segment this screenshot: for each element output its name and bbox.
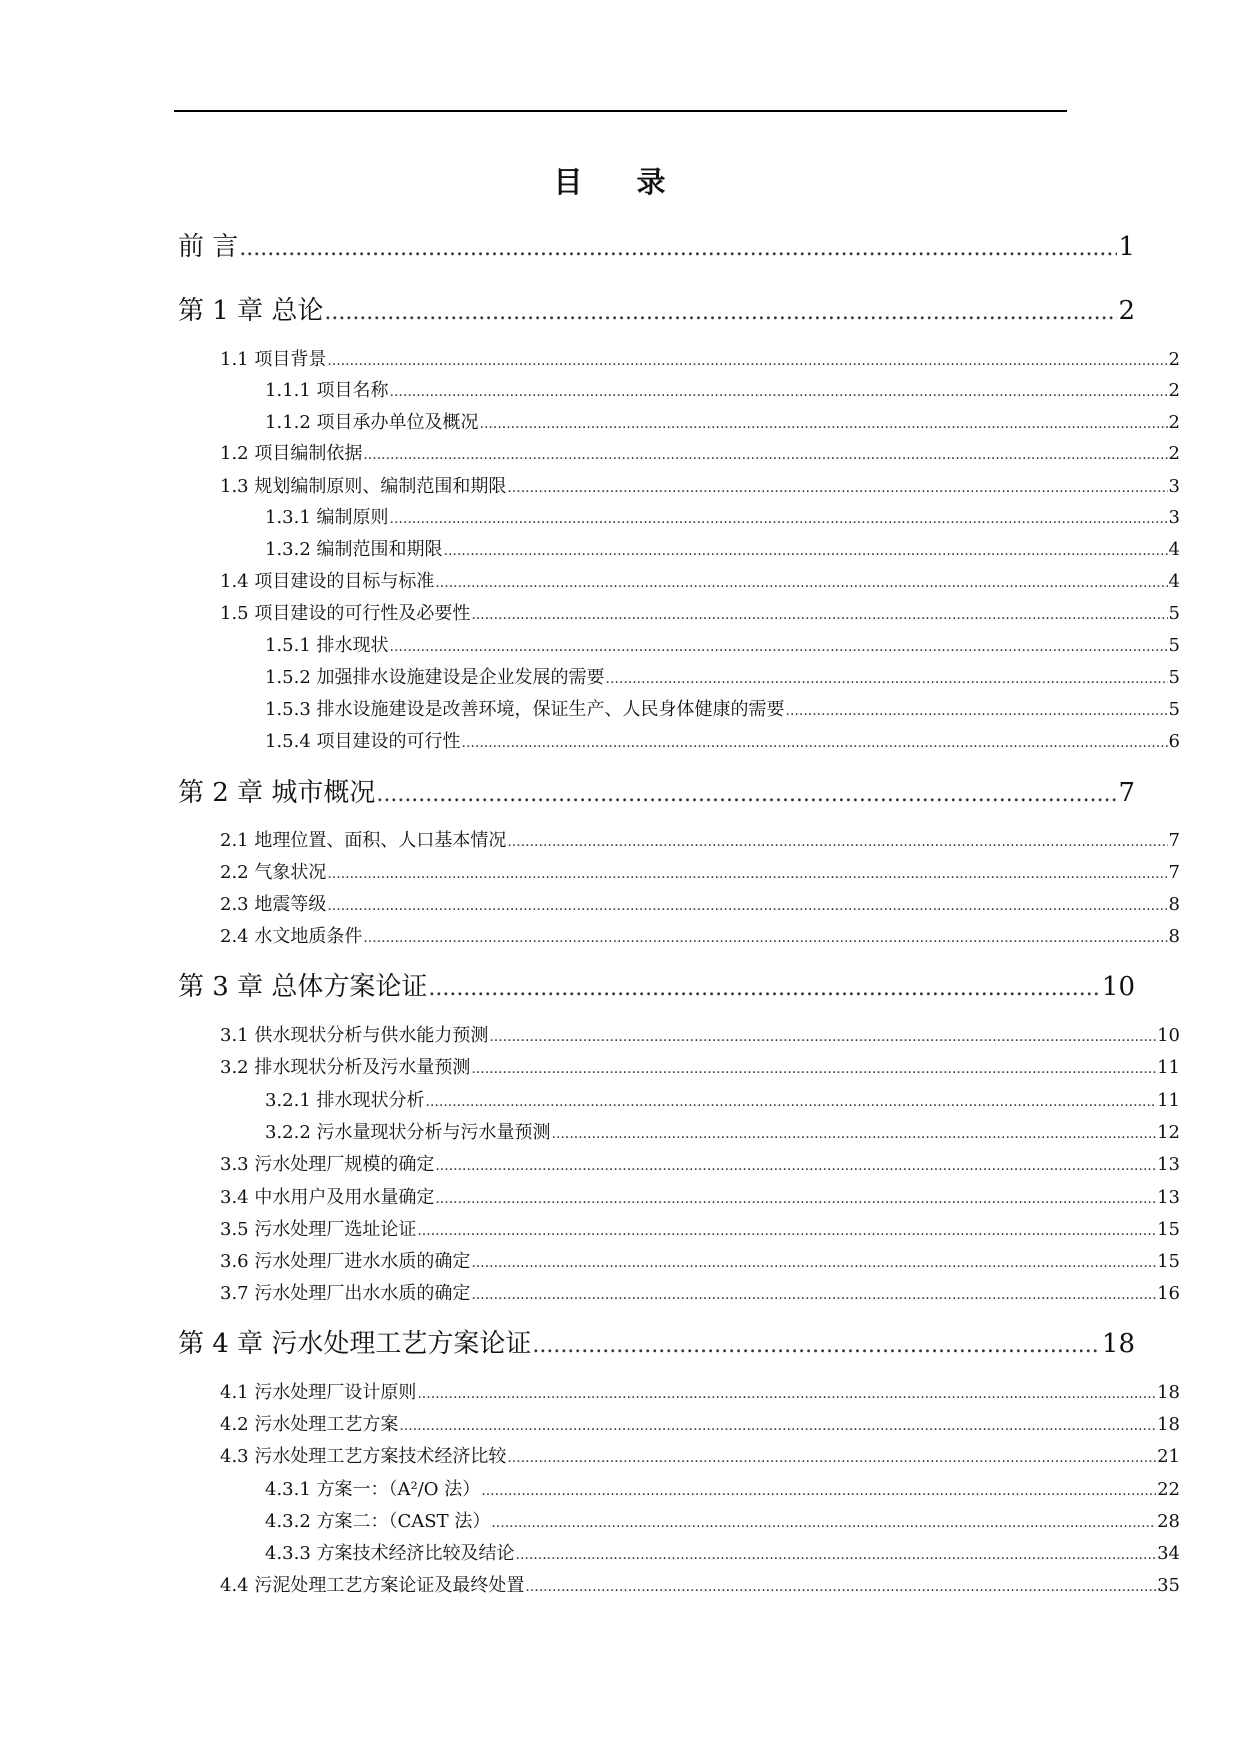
toc-entry-title: 3.5 污水处理厂选址论证 — [220, 1219, 417, 1240]
toc-entry-title: 前 言 — [178, 232, 239, 262]
toc-section-entry[interactable] — [220, 1185, 1180, 1211]
toc-entry-title: 1.3.1 编制原则 — [265, 507, 389, 528]
dot-leader — [390, 634, 1168, 660]
toc-page-number: 3 — [1168, 507, 1180, 528]
toc-entry-title: 4.1 污水处理厂设计原则 — [220, 1382, 417, 1403]
dot-leader — [532, 1327, 1101, 1363]
toc-page-number: 8 — [1168, 894, 1180, 915]
toc-entry-title: 第 2 章 城市概况 — [178, 778, 376, 808]
dot-leader — [480, 411, 1168, 437]
toc-page-number: 2 — [1118, 296, 1135, 326]
toc-section-entry[interactable] — [220, 1023, 1180, 1049]
toc-section-entry[interactable] — [265, 410, 1180, 436]
toc-entry-title: 2.4 水文地质条件 — [220, 926, 363, 947]
toc-section-entry[interactable] — [265, 537, 1180, 563]
dot-leader — [471, 1056, 1156, 1082]
toc-section-entry[interactable] — [220, 1055, 1180, 1081]
toc-section-entry[interactable] — [265, 633, 1180, 659]
toc-entry-title: 第 4 章 污水处理工艺方案论证 — [178, 1329, 532, 1359]
dot-leader — [435, 1186, 1156, 1212]
toc-section-entry[interactable] — [220, 474, 1180, 500]
toc-entry-title: 第 1 章 总论 — [178, 296, 324, 326]
toc-page-number: 10 — [1101, 972, 1135, 1002]
dot-leader — [507, 475, 1167, 501]
toc-page-number: 18 — [1101, 1329, 1135, 1359]
dot-leader — [525, 1574, 1156, 1600]
dot-leader — [399, 1413, 1156, 1439]
dot-leader — [390, 506, 1168, 532]
dot-leader — [552, 1121, 1157, 1147]
dot-leader — [327, 348, 1167, 374]
toc-entry-title: 3.2.1 排水现状分析 — [265, 1090, 425, 1111]
toc-page-number: 7 — [1168, 862, 1180, 883]
toc-entry-title: 4.3.3 方案技术经济比较及结论 — [265, 1543, 515, 1564]
toc-entry-title: 1.3 规划编制原则、编制范围和期限 — [220, 476, 507, 497]
toc-page-number: 16 — [1157, 1283, 1180, 1304]
dot-leader — [516, 1542, 1157, 1568]
header-rule — [174, 110, 1067, 112]
toc-page-number: 1 — [1118, 232, 1135, 262]
dot-leader — [426, 1089, 1157, 1115]
toc-page-number: 5 — [1168, 603, 1180, 624]
toc-entry-title: 3.1 供水现状分析与供水能力预测 — [220, 1025, 489, 1046]
toc-page-number: 6 — [1168, 731, 1180, 752]
toc-section-entry[interactable] — [265, 1541, 1180, 1567]
toc-entry-title: 1.5.1 排水现状 — [265, 635, 389, 656]
toc-entry-title: 3.3 污水处理厂规模的确定 — [220, 1154, 435, 1175]
toc-section-entry[interactable] — [220, 860, 1180, 886]
toc-page-number: 21 — [1157, 1446, 1180, 1467]
toc-page-number: 13 — [1157, 1187, 1180, 1208]
toc-page-number: 4 — [1168, 571, 1180, 592]
toc-entry-title: 4.3 污水处理工艺方案技术经济比较 — [220, 1446, 507, 1467]
toc-page-number: 2 — [1168, 380, 1180, 401]
dot-leader — [435, 1153, 1156, 1179]
toc-page-number: 11 — [1157, 1057, 1180, 1078]
toc-chapter-entry[interactable] — [178, 970, 1135, 1004]
toc-page-number: 34 — [1157, 1543, 1180, 1564]
toc-entry-title: 2.1 地理位置、面积、人口基本情况 — [220, 830, 507, 851]
toc-chapter-entry[interactable] — [178, 1327, 1135, 1361]
toc-section-entry[interactable] — [220, 1281, 1180, 1307]
toc-section-entry[interactable] — [220, 1573, 1180, 1599]
toc-section-entry[interactable] — [220, 569, 1180, 595]
toc-chapter-entry[interactable] — [178, 230, 1135, 264]
toc-page-number: 15 — [1157, 1219, 1180, 1240]
toc-entry-title: 1.3.2 编制范围和期限 — [265, 539, 443, 560]
dot-leader — [471, 1282, 1156, 1308]
toc-page-number: 15 — [1157, 1251, 1180, 1272]
toc-entry-title: 3.2 排水现状分析及污水量预测 — [220, 1057, 471, 1078]
toc-entry-title: 4.3.2 方案二：（CAST 法） — [265, 1511, 491, 1532]
toc-page-number: 28 — [1157, 1511, 1180, 1532]
toc-section-entry[interactable] — [265, 378, 1180, 404]
dot-leader — [327, 893, 1167, 919]
dot-leader — [417, 1218, 1156, 1244]
toc-entry-title: 2.2 气象状况 — [220, 862, 327, 883]
toc-section-entry[interactable] — [220, 1152, 1180, 1178]
toc-entry-title: 1.5 项目建设的可行性及必要性 — [220, 603, 471, 624]
toc-section-entry[interactable] — [220, 347, 1180, 373]
toc-page-number: 5 — [1168, 635, 1180, 656]
toc-chapter-entry[interactable] — [178, 776, 1135, 810]
toc-section-entry[interactable] — [265, 505, 1180, 531]
toc-page-number: 7 — [1168, 830, 1180, 851]
toc-entry-title: 3.6 污水处理厂进水水质的确定 — [220, 1251, 471, 1272]
toc-page-number: 13 — [1157, 1154, 1180, 1175]
toc-entry-title: 1.2 项目编制依据 — [220, 443, 363, 464]
toc-entry-title: 3.4 中水用户及用水量确定 — [220, 1187, 435, 1208]
toc-section-entry[interactable] — [265, 1088, 1180, 1114]
toc-page-number: 2 — [1168, 443, 1180, 464]
dot-leader — [507, 829, 1167, 855]
toc-section-entry[interactable] — [265, 1120, 1180, 1146]
toc-entry-title: 1.1.1 项目名称 — [265, 380, 389, 401]
dot-leader — [471, 1250, 1156, 1276]
toc-entry-title: 1.1 项目背景 — [220, 349, 327, 370]
dot-leader — [507, 1445, 1156, 1471]
toc-section-entry[interactable] — [265, 1477, 1180, 1503]
toc-page-number: 2 — [1168, 349, 1180, 370]
dot-leader — [435, 570, 1167, 596]
toc-entry-title: 3.2.2 污水量现状分析与污水量预测 — [265, 1122, 551, 1143]
toc-page-number: 4 — [1168, 539, 1180, 560]
dot-leader — [417, 1381, 1156, 1407]
dot-leader — [444, 538, 1168, 564]
dot-leader — [481, 1478, 1156, 1504]
toc-page-number: 10 — [1157, 1025, 1180, 1046]
toc-title: 目 录 — [553, 165, 688, 199]
toc-page-number: 18 — [1157, 1414, 1180, 1435]
dot-leader — [471, 602, 1167, 628]
toc-entry-title: 1.5.2 加强排水设施建设是企业发展的需要 — [265, 667, 605, 688]
toc-entry-title: 3.7 污水处理厂出水水质的确定 — [220, 1283, 471, 1304]
toc-entry-title: 4.3.1 方案一：（A²/O 法） — [265, 1479, 481, 1500]
dot-leader — [363, 442, 1167, 468]
toc-entry-title: 1.1.2 项目承办单位及概况 — [265, 412, 479, 433]
toc-page-number: 2 — [1168, 412, 1180, 433]
toc-section-entry[interactable] — [220, 1249, 1180, 1275]
dot-leader — [376, 776, 1117, 812]
toc-chapter-entry[interactable] — [178, 294, 1135, 328]
toc-entry-title: 第 3 章 总体方案论证 — [178, 972, 428, 1002]
toc-section-entry[interactable] — [220, 924, 1180, 950]
dot-leader — [489, 1024, 1156, 1050]
toc-section-entry[interactable] — [220, 601, 1180, 627]
toc-section-entry[interactable] — [265, 1509, 1180, 1535]
toc-page-number: 8 — [1168, 926, 1180, 947]
toc-page-number: 35 — [1157, 1575, 1180, 1596]
toc-section-entry[interactable] — [220, 1444, 1180, 1470]
toc-page-number: 22 — [1157, 1479, 1180, 1500]
toc-page-number: 18 — [1157, 1382, 1180, 1403]
toc-page-number: 5 — [1168, 699, 1180, 720]
toc-page-number: 3 — [1168, 476, 1180, 497]
toc-page-number: 7 — [1118, 778, 1135, 808]
toc-entry-title: 4.4 污泥处理工艺方案论证及最终处置 — [220, 1575, 525, 1596]
toc-section-entry[interactable] — [220, 1412, 1180, 1438]
toc-section-entry[interactable] — [265, 665, 1180, 691]
dot-leader — [390, 379, 1168, 405]
toc-entry-title: 1.4 项目建设的目标与标准 — [220, 571, 435, 592]
toc-page-number: 11 — [1157, 1090, 1180, 1111]
dot-leader — [239, 230, 1117, 266]
toc-section-entry[interactable] — [220, 1217, 1180, 1243]
toc-entry-title: 1.5.3 排水设施建设是改善环境，保证生产、人民身体健康的需要 — [265, 699, 785, 720]
toc-entry-title: 2.3 地震等级 — [220, 894, 327, 915]
toc-page-number: 12 — [1157, 1122, 1180, 1143]
dot-leader — [606, 666, 1168, 692]
toc-section-entry[interactable] — [265, 697, 1180, 723]
toc-entry-title: 1.5.4 项目建设的可行性 — [265, 731, 461, 752]
dot-leader — [491, 1510, 1156, 1536]
toc-section-entry[interactable] — [265, 729, 1180, 755]
dot-leader — [324, 294, 1117, 330]
dot-leader — [786, 698, 1168, 724]
toc-section-entry[interactable] — [220, 1380, 1180, 1406]
toc-section-entry[interactable] — [220, 892, 1180, 918]
dot-leader — [428, 970, 1101, 1006]
dot-leader — [327, 861, 1167, 887]
toc-page-number: 5 — [1168, 667, 1180, 688]
dot-leader — [363, 925, 1167, 951]
dot-leader — [462, 730, 1168, 756]
toc-section-entry[interactable] — [220, 441, 1180, 467]
toc-entry-title: 4.2 污水处理工艺方案 — [220, 1414, 399, 1435]
toc-section-entry[interactable] — [220, 828, 1180, 854]
